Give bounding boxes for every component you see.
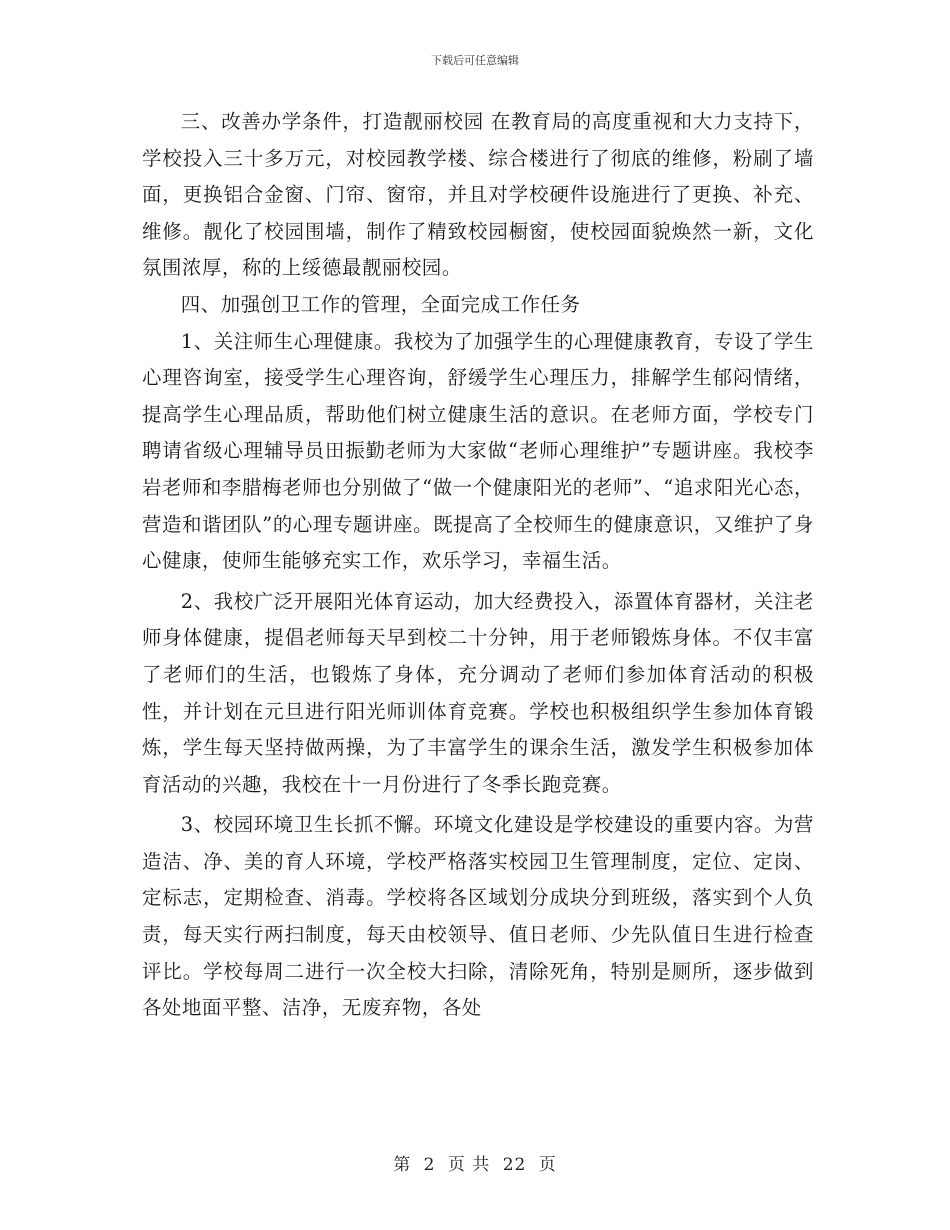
paragraph-section-heading: 四、加强创卫工作的管理，全面完成工作任务 — [180, 292, 581, 316]
paragraph-sports: 2、我校广泛开展阳光体育运动，加大经费投入，添置体育器材，关注老师身体健康，提倡老师每天早到校二十分钟，用于老师锻炼身体。不仅丰富了老师们的生活，也锻炼了身体，充分调动了老师们参加体育活动的积极性，并计划在元旦进行阳光师训体育竞赛。学校也积极组织学生参加体育锻炼，学生每天坚持做两操，为了丰富学生的课余生活，激发学生积极参加体育活动的兴趣，我校在十一月份进行了冬季长跑竞赛。 — [142, 589, 814, 796]
paragraph-mental-health: 1、关注师生心理健康。我校为了加强学生的心理健康教育，专设了学生心理咨询室，接受学生心理咨询，舒缓学生心理压力，排解学生郁闷情绪，提高学生心理品质，帮助他们树立健康生活的意识。在老师方面，学校专门聘请省级心理辅导员田振勤老师为大家做“老师心理维护”专题讲座。我校李岩老师和李腊梅老师也分别做了“做一个健康阳光的老师”、“追求阳光心态，营造和谐团队”的心理专题讲座。既提高了全校师生的健康意识，又维护了身心健康，使师生能够充实工作，欢乐学习，幸福生活。 — [142, 329, 814, 573]
paragraph-campus-conditions: 三、改善办学条件，打造靓丽校园 在教育局的高度重视和大力支持下，学校投入三十多万元，对校园教学楼、综合楼进行了彻底的维修，粉刷了墙面，更换铝合金窗、门帘、窗帘，并且对学校硬件设施进行了更换、补充、维修。靓化了校园围墙，制作了精致校园橱窗，使校园面貌焕然一新，文化氛围浓厚，称的上绥德最靓丽校园。 — [142, 110, 814, 280]
page-header: 下载后可任意编辑 — [431, 54, 519, 67]
paragraph-environment: 3、校园环境卫生长抓不懈。环境文化建设是学校建设的重要内容。为营造洁、净、美的育人环境，学校严格落实校园卫生管理制度，定位、定岗、定标志，定期检查、消毒。学校将各区域划分成块分到班级，落实到个人负责，每天实行两扫制度，每天由校领导、值日老师、少先队值日生进行检查评比。学校每周二进行一次全校大扫除，清除死角，特别是厕所，逐步做到各处地面平整、洁净，无废弃物，各处 — [142, 813, 814, 1020]
footer-middle: 页 共 — [447, 1155, 491, 1175]
footer-prefix: 第 — [393, 1155, 412, 1175]
footer-suffix: 页 — [538, 1155, 557, 1175]
footer-total-pages: 22 — [502, 1155, 527, 1175]
footer-page-number: 2 — [423, 1155, 436, 1175]
page-footer — [0, 1150, 950, 1175]
document-body — [142, 104, 814, 1027]
